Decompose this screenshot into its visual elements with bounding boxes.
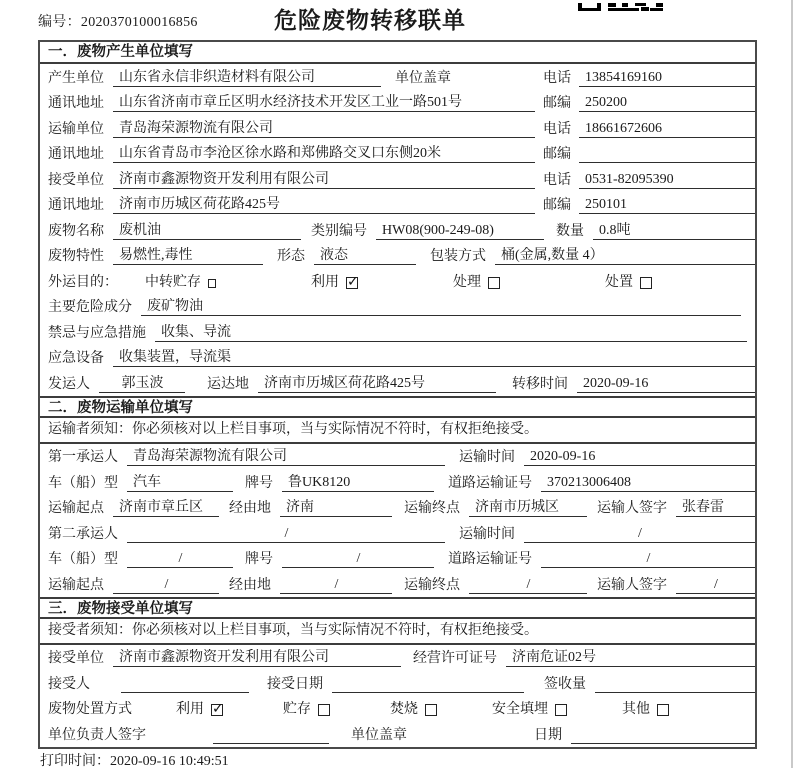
row-produce-address [40, 90, 755, 116]
category-code-value: HW08(900-249-08) [376, 222, 544, 240]
vehicle-type-label: 车（船）型 [48, 552, 118, 567]
route-end-value-2: / [469, 576, 587, 594]
row-vehicle-1 [40, 469, 755, 495]
plate-value: 鲁UK8120 [282, 474, 434, 492]
incinerate-label: 焚烧 [390, 702, 418, 717]
row-transport-address [40, 141, 755, 167]
transport-zip-value [579, 162, 755, 163]
route-start-label: 运输起点 [48, 501, 104, 516]
landfill-label: 安全填埋 [492, 702, 548, 717]
transport-unit-label: 运输单位 [48, 121, 104, 137]
produce-address-value: 山东省济南市章丘区明水经济技术开发区工业一路501号 [113, 94, 535, 112]
section2-header: 二．废物运输单位填写 [40, 396, 755, 418]
plate-value-2: / [282, 550, 434, 568]
transport-time-label: 运输时间 [459, 450, 515, 465]
serial-value: 2020370100016856 [80, 15, 198, 30]
transport-time-value-2: / [524, 525, 755, 543]
address-label: 通讯地址 [48, 96, 104, 111]
shipper-value: 郭玉波 [99, 375, 185, 393]
row-receiver-person [40, 670, 755, 696]
purpose-option-transfer-storage [145, 274, 216, 291]
category-code-label: 类别编号 [311, 223, 367, 239]
route-end-label: 运输终点 [404, 501, 460, 516]
disposal-option-storage [283, 701, 330, 718]
taboo-measures-value: 收集、导流 [155, 324, 747, 342]
transport-time-label: 运输时间 [459, 526, 515, 542]
row-shipper [40, 370, 755, 396]
plate-label: 牌号 [245, 552, 273, 567]
dispose-checkbox [640, 277, 652, 289]
phone-label: 电话 [543, 172, 571, 188]
unit-seal-label: 单位盖章 [351, 727, 407, 743]
print-time-value: 2020-09-16 10:49:51 [110, 754, 229, 769]
route-end-label: 运输终点 [404, 577, 460, 593]
produce-unit-value: 山东省永信非织造材料有限公司 [113, 69, 381, 87]
serial-label: 编号： [38, 15, 81, 30]
treat-checkbox [488, 277, 500, 289]
row-produce-unit [40, 64, 755, 90]
vehicle-type-value-2: / [127, 550, 233, 568]
purpose-option-dispose [605, 274, 652, 291]
row-waste-name [40, 217, 755, 243]
route-start-value-2: / [113, 576, 219, 594]
row-route-1 [40, 495, 755, 521]
signed-quantity-value [595, 692, 755, 693]
purpose-option-treat [453, 274, 500, 291]
transport-phone-value: 18661672606 [579, 120, 755, 138]
produce-unit-label: 产生单位 [48, 70, 104, 86]
print-time [40, 750, 229, 770]
emergency-equipment-value: 收集装置，导流渠 [113, 349, 755, 367]
route-via-label: 经由地 [229, 501, 271, 516]
row-taboo-measures [40, 319, 755, 345]
receiver-unit-value: 济南市鑫源物资开发利用有限公司 [113, 649, 401, 667]
storage-checkbox [318, 704, 330, 716]
receive-unit-label: 接受单位 [48, 172, 104, 188]
quantity-value: 0.8吨 [593, 222, 755, 240]
reuse-label: 利用 [176, 702, 204, 717]
route-via-value-2: / [280, 576, 392, 594]
row-hazard-component [40, 294, 755, 320]
disposal-method-label: 废物处置方式 [48, 702, 132, 717]
shipper-label: 发运人 [48, 376, 90, 392]
reuse-checkbox [211, 704, 223, 716]
row-receiver-unit [40, 645, 755, 671]
qr-code-partial-icon [578, 0, 664, 16]
packaging-value: 桶(金属,数量 4） [495, 247, 755, 265]
first-carrier-value: 青岛海荣源物流有限公司 [127, 448, 445, 466]
hazard-component-value: 废矿物油 [141, 298, 741, 316]
produce-zip-value: 250200 [579, 94, 755, 112]
treat-label: 处理 [453, 274, 481, 290]
route-start-value: 济南市章丘区 [113, 499, 219, 517]
destination-value: 济南市历城区荷花路425号 [258, 375, 496, 393]
print-time-label: 打印时间： [40, 754, 110, 769]
waste-name-label: 废物名称 [48, 223, 104, 239]
second-carrier-value: / [127, 525, 445, 543]
zip-label: 邮编 [543, 147, 571, 162]
waste-traits-label: 废物特性 [48, 249, 104, 264]
license-label: 经营许可证号 [413, 651, 497, 666]
carrier-signature-label: 运输人签字 [597, 501, 667, 516]
outbound-purpose-label: 外运目的： [48, 274, 118, 290]
vehicle-type-label: 车（船）型 [48, 475, 118, 491]
transporter-notice: 运输者须知：你必须核对以上栏目事项，当与实际情况不符时，有权拒绝接受。 [40, 418, 755, 444]
disposal-option-landfill [492, 701, 567, 718]
row-first-carrier [40, 444, 755, 470]
carrier-signature-value-2: / [676, 576, 755, 594]
first-carrier-label: 第一承运人 [48, 450, 118, 465]
receive-phone-value: 0531-82095390 [579, 171, 755, 189]
quantity-label: 数量 [556, 223, 584, 239]
disposal-option-incinerate [390, 701, 437, 718]
row-second-carrier [40, 520, 755, 546]
scan-page-edge [791, 0, 793, 768]
receiver-notice: 接受者须知：你必须核对以上栏目事项，当与实际情况不符时，有权拒绝接受。 [40, 619, 755, 645]
receive-unit-value: 济南市鑫源物资开发利用有限公司 [113, 171, 535, 189]
receive-date-value [332, 692, 524, 693]
address-label: 通讯地址 [48, 147, 104, 162]
phone-label: 电话 [543, 70, 571, 86]
receiver-person-value [121, 692, 249, 693]
landfill-checkbox [555, 704, 567, 716]
section1-header: 一．废物产生单位填写 [40, 42, 755, 64]
row-vehicle-2 [40, 546, 755, 572]
road-permit-label: 道路运输证号 [448, 552, 532, 567]
receive-zip-value: 250101 [579, 196, 755, 214]
responsible-signature-label: 单位负责人签字 [48, 727, 146, 743]
produce-phone-value: 13854169160 [579, 69, 755, 87]
second-carrier-label: 第二承运人 [48, 526, 118, 542]
transport-address-value: 山东省青岛市李沧区徐水路和郑佛路交叉口东侧20米 [113, 145, 535, 163]
transfer-storage-label: 中转贮存 [145, 274, 201, 290]
section3-header: 三．废物接受单位填写 [40, 597, 755, 619]
route-via-label: 经由地 [229, 577, 271, 593]
waste-name-value: 废机油 [113, 222, 301, 240]
license-value: 济南危证02号 [506, 649, 755, 667]
other-label: 其他 [622, 702, 650, 717]
vehicle-type-value: 汽车 [127, 474, 233, 492]
emergency-equipment-label: 应急设备 [48, 351, 104, 366]
row-receive-unit [40, 166, 755, 192]
receiver-person-label: 接受人 [48, 676, 90, 692]
date-label: 日期 [534, 727, 562, 743]
transfer-storage-checkbox [208, 279, 216, 288]
dispose-label: 处置 [605, 274, 633, 290]
form-label: 形态 [277, 249, 305, 264]
row-transport-unit [40, 115, 755, 141]
signed-quantity-label: 签收量 [544, 676, 586, 692]
receive-address-value: 济南市历城区荷花路425号 [113, 196, 535, 214]
zip-label: 邮编 [543, 198, 571, 213]
plate-label: 牌号 [245, 475, 273, 491]
phone-label: 电话 [543, 121, 571, 137]
route-start-label: 运输起点 [48, 577, 104, 593]
row-disposal-method [40, 696, 755, 722]
destination-label: 运达地 [207, 376, 249, 392]
packaging-label: 包装方式 [430, 249, 486, 264]
document-header [0, 0, 796, 36]
receive-date-label: 接受日期 [267, 676, 323, 692]
row-waste-traits [40, 243, 755, 269]
date-value [571, 743, 755, 744]
row-emergency-equipment [40, 345, 755, 371]
page-title: 危险废物转移联单 [274, 7, 466, 33]
incinerate-checkbox [425, 704, 437, 716]
zip-label: 邮编 [543, 96, 571, 111]
transport-unit-value: 青岛海荣源物流有限公司 [113, 120, 535, 138]
reuse-checkbox [346, 277, 358, 289]
row-receive-address [40, 192, 755, 218]
receiver-unit-label: 接受单位 [48, 651, 104, 666]
unit-seal-label: 单位盖章 [395, 70, 451, 86]
other-checkbox [657, 704, 669, 716]
storage-label: 贮存 [283, 702, 311, 717]
hazard-component-label: 主要危险成分 [48, 300, 132, 315]
road-permit-label: 道路运输证号 [448, 475, 532, 491]
transfer-time-value: 2020-09-16 [577, 375, 755, 393]
row-outbound-purpose [40, 268, 755, 294]
route-end-value: 济南市历城区 [469, 499, 587, 517]
disposal-option-reuse [176, 701, 223, 718]
carrier-signature-label: 运输人签字 [597, 577, 667, 593]
row-route-2 [40, 571, 755, 597]
transport-time-value: 2020-09-16 [524, 448, 755, 466]
disposal-option-other [622, 701, 669, 718]
route-via-value: 济南 [280, 499, 392, 517]
taboo-measures-label: 禁忌与应急措施 [48, 325, 146, 341]
form-value: 液态 [314, 247, 416, 265]
row-responsible-signature [40, 721, 755, 747]
road-permit-value-2: / [541, 550, 755, 568]
purpose-option-reuse [311, 274, 358, 291]
reuse-label: 利用 [311, 274, 339, 290]
road-permit-value: 370213006408 [541, 474, 755, 492]
carrier-signature-value: 张春雷 [676, 499, 755, 517]
waste-traits-value: 易燃性,毒性 [113, 247, 263, 265]
transfer-time-label: 转移时间 [512, 376, 568, 392]
responsible-signature-value [213, 743, 329, 744]
manifest-form [38, 40, 757, 749]
address-label: 通讯地址 [48, 198, 104, 213]
